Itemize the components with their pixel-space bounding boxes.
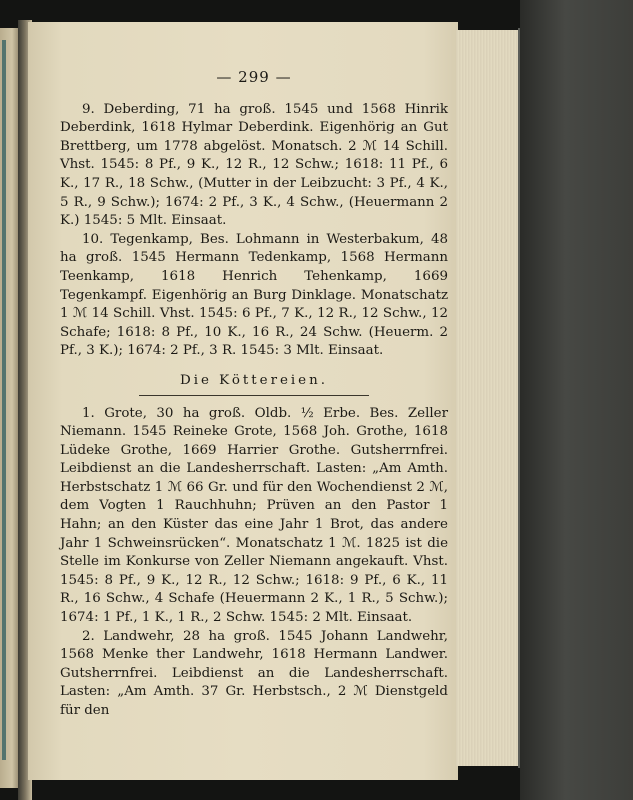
entry-deberding: 9. Deberding, 71 ha groß. 1545 und 1568 Hinrik Deberdink, 1618 Hylmar Deberdink. Eigenhörig an Gut Brettberg, um 1778 abgelöst. Monatsch. 2 ℳ 14 Schill. Vhst. 1545: 8 Pf., 9 K., 12 R., 12 Schw.; 1618: 11 Pf., 6 K., 17 R., 18 Schw., (Mutter in der Leibzucht: 3 Pf., 4 K., 5 R., 9 Schw.); 1674: 2 Pf., 3 K., 4 Schw., (Heuermann 2 K.) 1545: 5 Mlt. Einsaat. <box>60 101 448 229</box>
entry-tegenkamp: 10. Tegenkamp, Bes. Lohmann in Westerbakum, 48 ha groß. 1545 Hermann Tedenkamp, 1568 Hermann Teenkamp, 1618 Henrich Tehenkamp, 1669 Tegenkampf. Eigenhörig an Burg Dinklage. Monatschatz 1 ℳ 14 Schill. Vhst. 1545: 6 Pf., 7 K., 12 R., 12 Schw., 12 Schafe; 1618: 8 Pf., 10 K., 16 R., 24 Schw. (Heuerm. 2 Pf., 3 K.); 1674: 2 Pf., 3 R. 1545: 3 Mlt. Einsaat. <box>60 231 448 359</box>
book-cover <box>520 0 633 800</box>
page-number: — 299 — <box>216 68 292 86</box>
page-edges <box>456 30 522 766</box>
page-text <box>60 68 448 721</box>
section-divider <box>139 395 369 396</box>
section-heading-text: Die Köttereien. <box>179 372 328 388</box>
left-page-stain <box>2 40 6 760</box>
section-heading <box>60 372 448 396</box>
entry-grote: 1. Grote, 30 ha groß. Oldb. ½ Erbe. Bes. Zeller Niemann. 1545 Reineke Grote, 1568 Joh. Grothe, 1618 Lüdeke Grothe, 1669 Harrier Grothe. Gutsherrnfrei. Leibdienst an die Landesherrschaft. Lasten: „Am Amth. Herbstschatz 1 ℳ 66 Gr. und für den Wochendienst 2 ℳ, dem Vogten 1 Rauchhuhn; Prüven an den Pastor 1 Hahn; an den Küster das eine Jahr 1 Brot, das andere Jahr 1 Schweinsrücken“. Monatschatz 1 ℳ. 1825 ist die Stelle im Konkurse von Zeller Niemann angekauft. Vhst. 1545: 8 Pf., 9 K., 12 R., 12 Schw.; 1618: 9 Pf., 6 K., 11 R., 16 Schw., 4 Schafe (Heuermann 2 K., 1 R., 5 Schw.); 1674: 1 Pf., 1 K., 1 R., 2 Schw. 1545: 2 Mlt. Einsaat. <box>60 405 448 626</box>
entry-landwehr: 2. Landwehr, 28 ha groß. 1545 Johann Landwehr, 1568 Menke ther Landwehr, 1618 Hermann Landwer. Gutsherrnfrei. Leibdienst an die Landesherrschaft. Lasten: „Am Amth. 37 Gr. Herbstsch., 2 ℳ Dienstgeld für den <box>60 628 448 718</box>
